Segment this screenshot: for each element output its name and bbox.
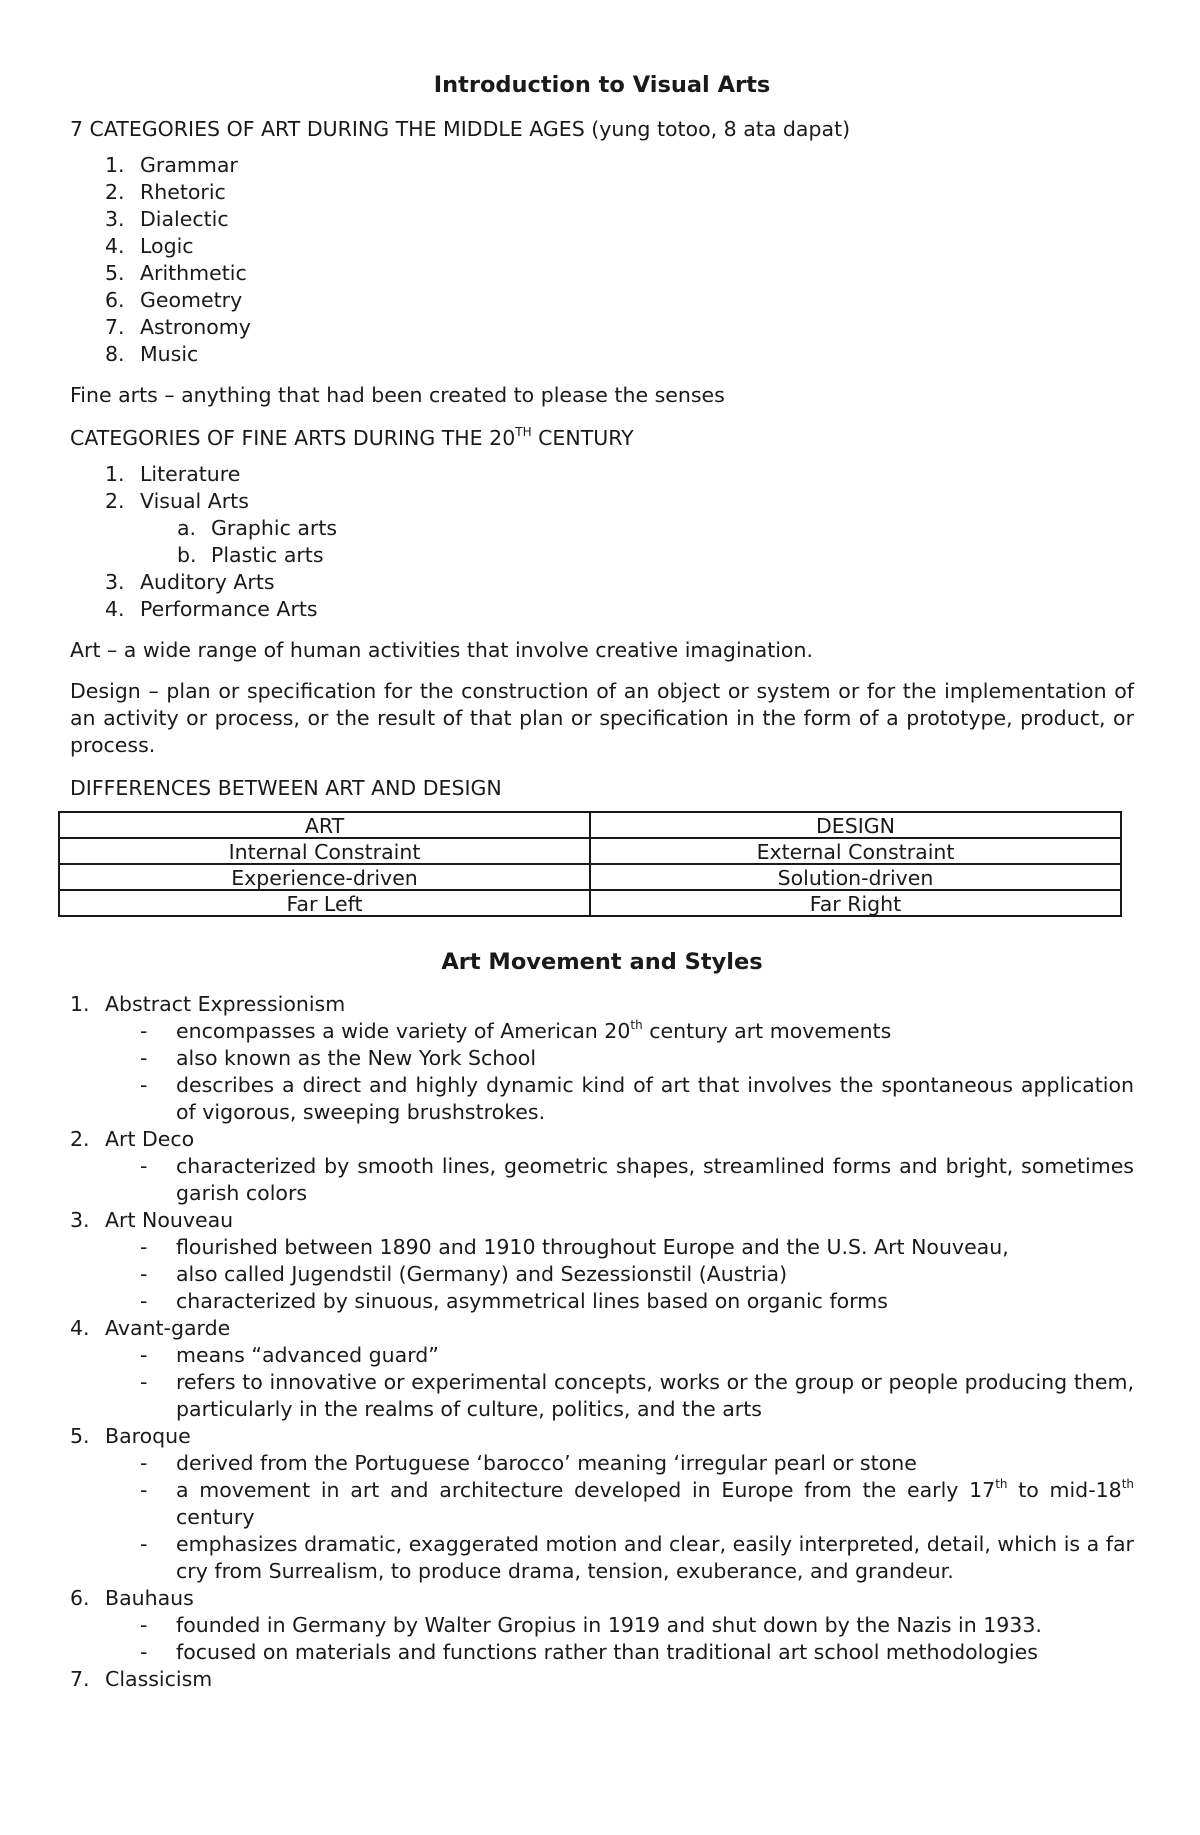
movement-points bbox=[105, 1153, 1134, 1207]
list-item: 4. Logic bbox=[105, 234, 194, 258]
visual-arts-sublist bbox=[140, 515, 1134, 569]
table-cell: Solution-driven bbox=[590, 864, 1121, 890]
movement-points bbox=[105, 1234, 1134, 1315]
list-item: 3. Auditory Arts bbox=[105, 570, 275, 594]
movement-point: - describes a direct and highly dynamic kind of art that involves the spontaneous application of vigorous, sweeping brushstrokes. bbox=[140, 1073, 1134, 1124]
table-cell: External Constraint bbox=[590, 838, 1121, 864]
movement-points bbox=[105, 1018, 1134, 1126]
movement-point: - encompasses a wide variety of American 20th century art movements bbox=[140, 1018, 892, 1043]
movement-points bbox=[105, 1612, 1134, 1666]
list-item: 3. Dialectic bbox=[105, 207, 229, 231]
list-item: 2. Visual Arts a. Graphic arts b. Plastic arts bbox=[70, 488, 1134, 569]
middle-ages-list bbox=[70, 152, 1134, 368]
list-item: 1. Literature bbox=[105, 462, 241, 486]
table-header-row bbox=[59, 812, 1121, 838]
document-page bbox=[70, 56, 1134, 1693]
differences-table bbox=[58, 811, 1122, 917]
movement-item: 3. Art Nouveau - flourished between 1890 and 1910 throughout Europe and the U.S. Art Nouveau, - also called Jugendstil (Germany) and Sezessionstil (Austria) - characterized by sinuous, asymmetrical lines based on organic forms bbox=[70, 1207, 1134, 1315]
movement-point: - refers to innovative or experimental concepts, works or the group or people producing them, particularly in the realms of culture, politics, and the arts bbox=[140, 1370, 1134, 1421]
differences-heading: DIFFERENCES BETWEEN ART AND DESIGN bbox=[70, 776, 502, 800]
movement-point: - also called Jugendstil (Germany) and Sezessionstil (Austria) bbox=[140, 1262, 788, 1286]
movement-point: - derived from the Portuguese ‘barocco’ meaning ‘irregular pearl or stone bbox=[140, 1451, 917, 1475]
movement-point: - founded in Germany by Walter Gropius in 1919 and shut down by the Nazis in 1933. bbox=[140, 1613, 1042, 1637]
movement-item: 6. Bauhaus - founded in Germany by Walter Gropius in 1919 and shut down by the Nazis in 1933. - focused on materials and functions rather than traditional art school methodologies bbox=[70, 1585, 1134, 1666]
table-header-design: DESIGN bbox=[590, 812, 1121, 838]
movement-item: 4. Avant-garde - means “advanced guard” - refers to innovative or experimental concepts, works or the group or people producing them, particularly in the realms of culture, politics, and the arts bbox=[70, 1316, 1134, 1421]
list-item: 2. Rhetoric bbox=[105, 180, 226, 204]
table-row bbox=[59, 890, 1121, 916]
art-definition: Art – a wide range of human activities that involve creative imagination. bbox=[70, 638, 813, 662]
middle-ages-heading bbox=[70, 114, 1134, 144]
table-cell: Internal Constraint bbox=[59, 838, 590, 864]
movement-point: - flourished between 1890 and 1910 throughout Europe and the U.S. Art Nouveau, bbox=[140, 1235, 1009, 1259]
movement-item: 2. Art Deco - characterized by smooth lines, geometric shapes, streamlined forms and bright, sometimes garish colors bbox=[70, 1127, 1134, 1205]
document-title: Introduction to Visual Arts bbox=[433, 72, 771, 98]
list-item: 5. Arithmetic bbox=[105, 261, 247, 285]
movements-list bbox=[70, 991, 1134, 1693]
movement-point: - characterized by smooth lines, geometric shapes, streamlined forms and bright, sometimes garish colors bbox=[140, 1154, 1134, 1205]
list-item: 4. Performance Arts bbox=[105, 597, 318, 621]
table-row bbox=[59, 864, 1121, 890]
fine-arts-list bbox=[70, 461, 1134, 623]
movement-point: - focused on materials and functions rather than traditional art school methodologies bbox=[140, 1640, 1038, 1664]
list-item: 6. Geometry bbox=[105, 288, 243, 312]
movement-point: - also known as the New York School bbox=[140, 1046, 537, 1070]
design-definition: Design – plan or specification for the construction of an object or system or for the implementation of an activity or process, or the result of that plan or specification in the form of a prototype, product, or process. bbox=[70, 679, 1134, 757]
twentieth-century-heading: CATEGORIES OF FINE ARTS DURING THE 20TH CENTURY bbox=[70, 425, 634, 450]
list-item: 8. Music bbox=[105, 342, 199, 366]
movement-item: 5. Baroque - derived from the Portuguese ‘barocco’ meaning ‘irregular pearl or stone - a movement in art and architecture developed in Europe from the early 17th to mid-18th century - emphasizes dramatic, exaggerated motion and clear, easily interpreted, detail, which is a far cry from Surrealism, to produce drama, tension, exuberance, and grandeur. bbox=[70, 1424, 1134, 1583]
movement-item: 7. Classicism bbox=[70, 1667, 213, 1691]
list-item: 7. Astronomy bbox=[105, 315, 251, 339]
sub-list-item: b. Plastic arts bbox=[177, 543, 324, 567]
movement-item: 1. Abstract Expressionism - encompasses a wide variety of American 20th century art movements - also known as the New York School - describes a direct and highly dynamic kind of art that involves the spontaneous application of vigorous, sweeping brushstrokes. bbox=[70, 992, 1134, 1124]
movements-title: Art Movement and Styles bbox=[441, 949, 763, 975]
fine-arts-definition: Fine arts – anything that had been created to please the senses bbox=[70, 383, 725, 407]
sub-list-item: a. Graphic arts bbox=[177, 516, 338, 540]
table-cell: Experience-driven bbox=[59, 864, 590, 890]
movement-points bbox=[105, 1450, 1134, 1585]
table-cell: Far Left bbox=[59, 890, 590, 916]
movement-point: - means “advanced guard” bbox=[140, 1343, 439, 1367]
table-cell: Far Right bbox=[590, 890, 1121, 916]
list-item: 1. Grammar bbox=[105, 153, 238, 177]
table-header-art: ART bbox=[59, 812, 590, 838]
middle-ages-heading-text: 7 CATEGORIES OF ART DURING THE MIDDLE AGES bbox=[70, 117, 585, 141]
table-row bbox=[59, 838, 1121, 864]
movement-points bbox=[105, 1342, 1134, 1423]
middle-ages-note: (yung totoo, 8 ata dapat) bbox=[591, 117, 851, 141]
movement-point: - characterized by sinuous, asymmetrical lines based on organic forms bbox=[140, 1289, 888, 1313]
movement-point: - a movement in art and architecture developed in Europe from the early 17th to mid-18th century bbox=[140, 1477, 1134, 1529]
movement-point: - emphasizes dramatic, exaggerated motion and clear, easily interpreted, detail, which is a far cry from Surrealism, to produce drama, tension, exuberance, and grandeur. bbox=[140, 1532, 1134, 1583]
